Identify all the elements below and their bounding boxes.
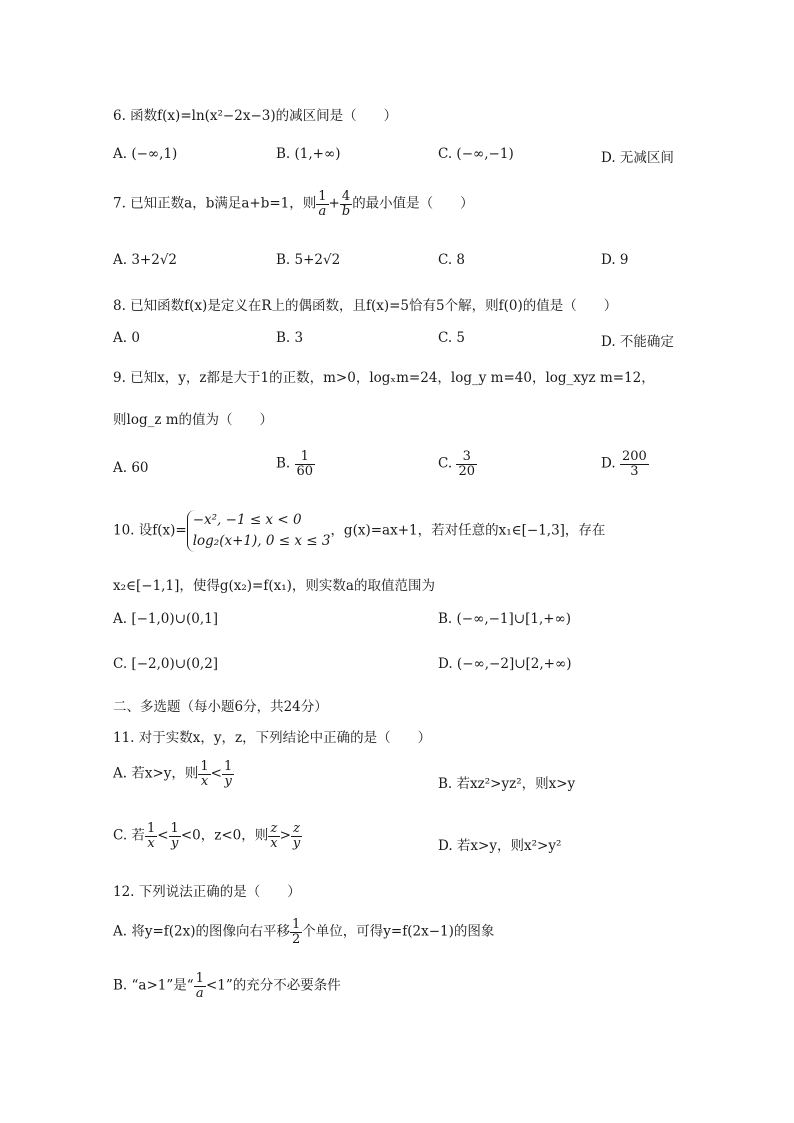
q11-c-n4: z [291, 822, 302, 837]
q11-c-frac-4 [291, 822, 302, 850]
q9-option-c-fraction [456, 450, 477, 478]
q10-option-d: D. (−∞,−2]∪[2,+∞) [438, 656, 572, 672]
q10-option-c: C. [−2,0)∪(0,2] [113, 656, 219, 672]
q6-option-a: A. (−∞,1) [113, 146, 178, 162]
q9-option-c-label: C. [438, 455, 453, 472]
q9-b-numerator: 1 [295, 450, 316, 465]
q10-piece-1: −x², −1 ≤ x < 0 [192, 512, 302, 528]
q8-option-c: C. 5 [438, 330, 466, 346]
q7-frac1-numerator: 1 [318, 189, 327, 204]
q12-a-suffix: 个单位，可得y=f(2x−1)的图象 [302, 923, 495, 940]
q6-option-c: C. (−∞,−1) [438, 146, 514, 162]
q9-option-c [438, 450, 477, 478]
q9-option-d-fraction [620, 450, 649, 478]
q12-option-a [113, 918, 494, 946]
q11-c-n2: 1 [170, 821, 179, 836]
q11-a-n2: 1 [223, 759, 233, 774]
q11-a-n1: 1 [200, 759, 209, 774]
q9-d-numerator: 200 [621, 449, 647, 464]
q9-c-numerator: 3 [456, 450, 477, 465]
q12-a-prefix: A. 将y=f(2x)的图像向右平移 [113, 923, 291, 940]
q7-plus: + [328, 195, 340, 212]
q11-option-c [113, 822, 302, 850]
q11-c-frac-2 [169, 822, 181, 850]
q7-option-d: D. 9 [601, 252, 629, 268]
q10-stem-pre: 10. 设f(x)= [113, 522, 187, 539]
question-11-stem: 11. 对于实数x，y，z，下列结论中正确的是（ ） [113, 730, 432, 746]
q9-b-denominator: 60 [296, 463, 314, 479]
q9-option-d-label: D. [601, 455, 616, 472]
q11-option-b: B. 若xz²>yz²，则x>y [438, 776, 576, 792]
q12-a-fraction [290, 918, 302, 946]
q9-option-b-label: B. [276, 455, 291, 472]
q9-c-denominator: 20 [458, 463, 475, 479]
q7-fraction-4-over-b [340, 190, 352, 218]
q7-stem-pre: 7. 已知正数a，b满足a+b=1，则 [113, 195, 317, 212]
q11-option-a [113, 760, 234, 788]
q12-option-b [113, 972, 341, 1000]
q11-c-n3: z [268, 822, 279, 837]
q7-frac2-numerator: 4 [340, 190, 352, 205]
q12-b-suffix: <1”的充分不必要条件 [205, 977, 341, 994]
q7-stem-post: 的最小值是（ ） [352, 195, 474, 212]
q11-a-prefix: A. 若x>y，则 [113, 765, 199, 782]
q9-d-denominator: 3 [630, 463, 639, 479]
q10-option-b: B. (−∞,−1]∪[1,+∞) [438, 611, 572, 627]
q9-option-d [601, 450, 649, 478]
question-6-stem: 6. 函数f(x)=ln(x²−2x−3)的减区间是（ ） [113, 108, 398, 124]
q10-stem-post: ，g(x)=ax+1，若对任意的x₁∈[−1,3]，存在 [330, 522, 606, 539]
q12-a-numerator: 1 [292, 917, 301, 932]
q7-frac2-denominator: b [341, 203, 351, 219]
q8-option-d: D. 不能确定 [601, 334, 674, 350]
q10-piece-2: log₂(x+1), 0 ≤ x ≤ 3 [192, 532, 331, 549]
q11-c-d1: x [147, 835, 155, 851]
q7-frac1-denominator: a [318, 203, 327, 219]
question-12-stem: 12. 下列说法正确的是（ ） [113, 884, 301, 900]
q12-b-numerator: 1 [195, 971, 204, 986]
section-2-heading: 二、多选题（每小题6分，共24分） [113, 699, 328, 715]
q11-a-d1: x [200, 773, 209, 789]
q8-option-a: A. 0 [113, 330, 140, 346]
q12-b-prefix: B. “a>1”是“ [113, 977, 194, 994]
q7-option-b: B. 5+2√2 [276, 252, 341, 268]
q7-option-c: C. 8 [438, 252, 466, 268]
q9-option-b [276, 450, 315, 478]
q7-fraction-1-over-a [316, 190, 328, 218]
q7-option-a: A. 3+2√2 [113, 252, 178, 268]
q10-option-a: A. [−1,0)∪(0,1] [113, 611, 218, 627]
q11-c-n1: 1 [146, 821, 156, 836]
q11-a-frac-2 [222, 760, 234, 788]
q11-c-prefix: C. 若 [113, 827, 145, 844]
question-8-stem: 8. 已知函数f(x)是定义在R上的偶函数，且f(x)=5恰有5个解，则f(0)的值是（ ） [113, 298, 618, 314]
question-9-stem-2: 则log_z m的值为（ ） [113, 412, 274, 428]
q10-piecewise-function [187, 510, 331, 552]
q12-b-denominator: a [195, 985, 204, 1001]
question-10-stem [113, 510, 605, 552]
question-7-stem [113, 190, 474, 218]
q11-c-d2: y [170, 835, 179, 851]
question-9-stem: 9. 已知x，y，z都是大于1的正数，m>0，logₓm=24，log_y m=40，log_xyz m=12， [113, 370, 655, 386]
q9-option-b-fraction [295, 450, 316, 478]
q11-c-d3: x [270, 835, 278, 851]
question-10-stem-2: x₂∈[−1,1]，使得g(x₂)=f(x₁)，则实数a的取值范围为 [113, 578, 435, 594]
q6-option-b: B. (1,+∞) [276, 146, 341, 162]
q11-c-middle: <0，z<0，则 [180, 827, 269, 844]
q11-a-lt: < [210, 765, 222, 782]
q6-option-d: D. 无减区间 [601, 150, 674, 166]
q9-option-a: A. 60 [113, 460, 149, 476]
q11-c-lt: < [157, 827, 169, 844]
q11-a-d2: y [224, 773, 232, 789]
q11-c-d4: y [292, 835, 301, 851]
q11-c-frac-1 [145, 822, 157, 850]
q12-b-fraction [194, 972, 206, 1000]
q11-a-frac-1 [198, 760, 210, 788]
q8-option-b: B. 3 [276, 330, 304, 346]
q12-a-denominator: 2 [292, 931, 301, 947]
q11-c-frac-3 [268, 822, 279, 850]
q11-option-d: D. 若x>y，则x²>y² [438, 838, 562, 854]
q11-c-gt: > [279, 827, 291, 844]
